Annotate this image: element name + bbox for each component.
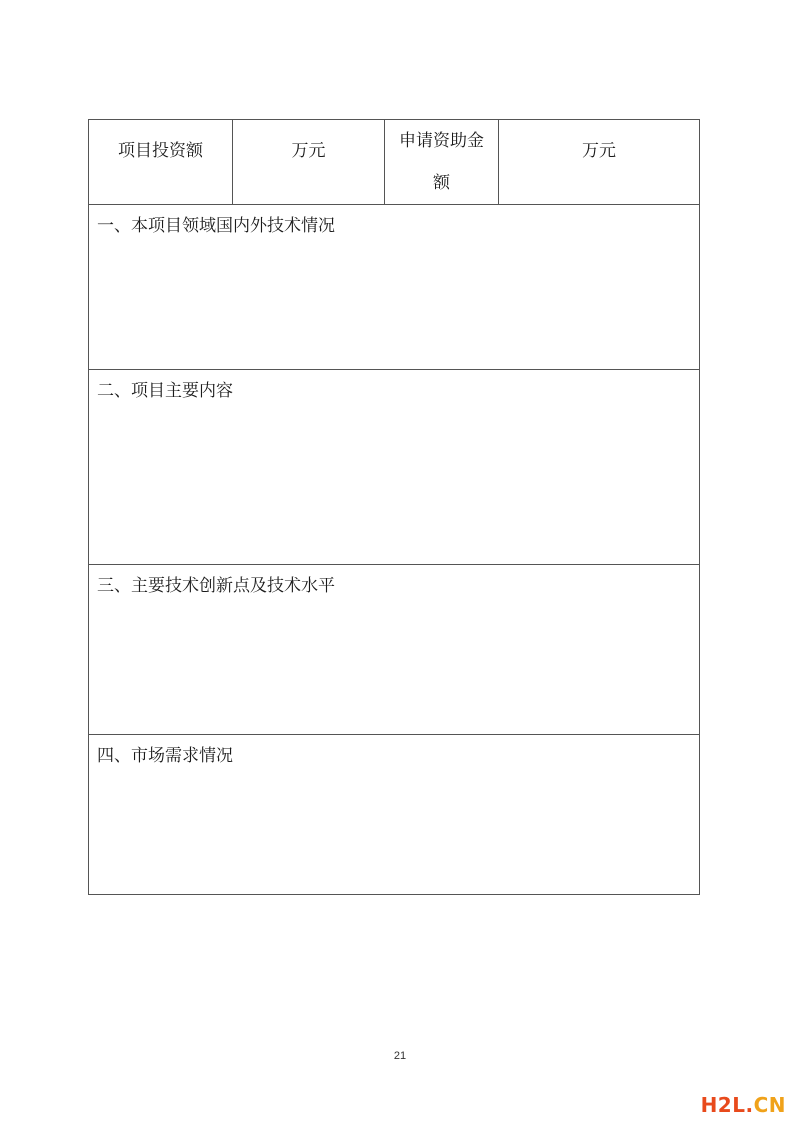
site-watermark-logo	[701, 1093, 786, 1117]
section-cell-tech-status[interactable]	[89, 205, 700, 370]
investment-header-row	[89, 120, 700, 205]
investment-unit: 万元	[291, 141, 326, 161]
section-row-main-content	[89, 370, 700, 565]
section-cell-innovation[interactable]	[89, 565, 700, 735]
watermark-brand: H2L	[700, 1093, 746, 1117]
funding-label-line1: 申请资助金	[399, 131, 484, 151]
watermark-tld: CN	[753, 1093, 786, 1117]
section-row-tech-status	[89, 205, 700, 370]
funding-label-cell	[385, 120, 499, 205]
page-number: 21	[393, 1050, 407, 1062]
funding-unit: 万元	[582, 141, 616, 161]
funding-label-line2: 额	[433, 173, 450, 193]
section-row-innovation	[89, 565, 700, 735]
application-form-table	[88, 119, 700, 895]
investment-label-cell	[89, 120, 233, 205]
funding-amount-cell[interactable]	[499, 120, 700, 205]
section-title-main-content: 二、项目主要内容	[97, 381, 233, 401]
section-title-tech-status: 一、本项目领域国内外技术情况	[97, 216, 335, 236]
investment-label: 项目投资额	[118, 141, 203, 161]
watermark-dot: .	[745, 1093, 754, 1117]
section-title-market-demand: 四、市场需求情况	[97, 746, 233, 766]
section-cell-main-content[interactable]	[89, 370, 700, 565]
section-cell-market-demand[interactable]	[89, 735, 700, 895]
section-row-market-demand	[89, 735, 700, 895]
investment-amount-cell[interactable]	[233, 120, 385, 205]
section-title-innovation: 三、主要技术创新点及技术水平	[97, 576, 335, 596]
